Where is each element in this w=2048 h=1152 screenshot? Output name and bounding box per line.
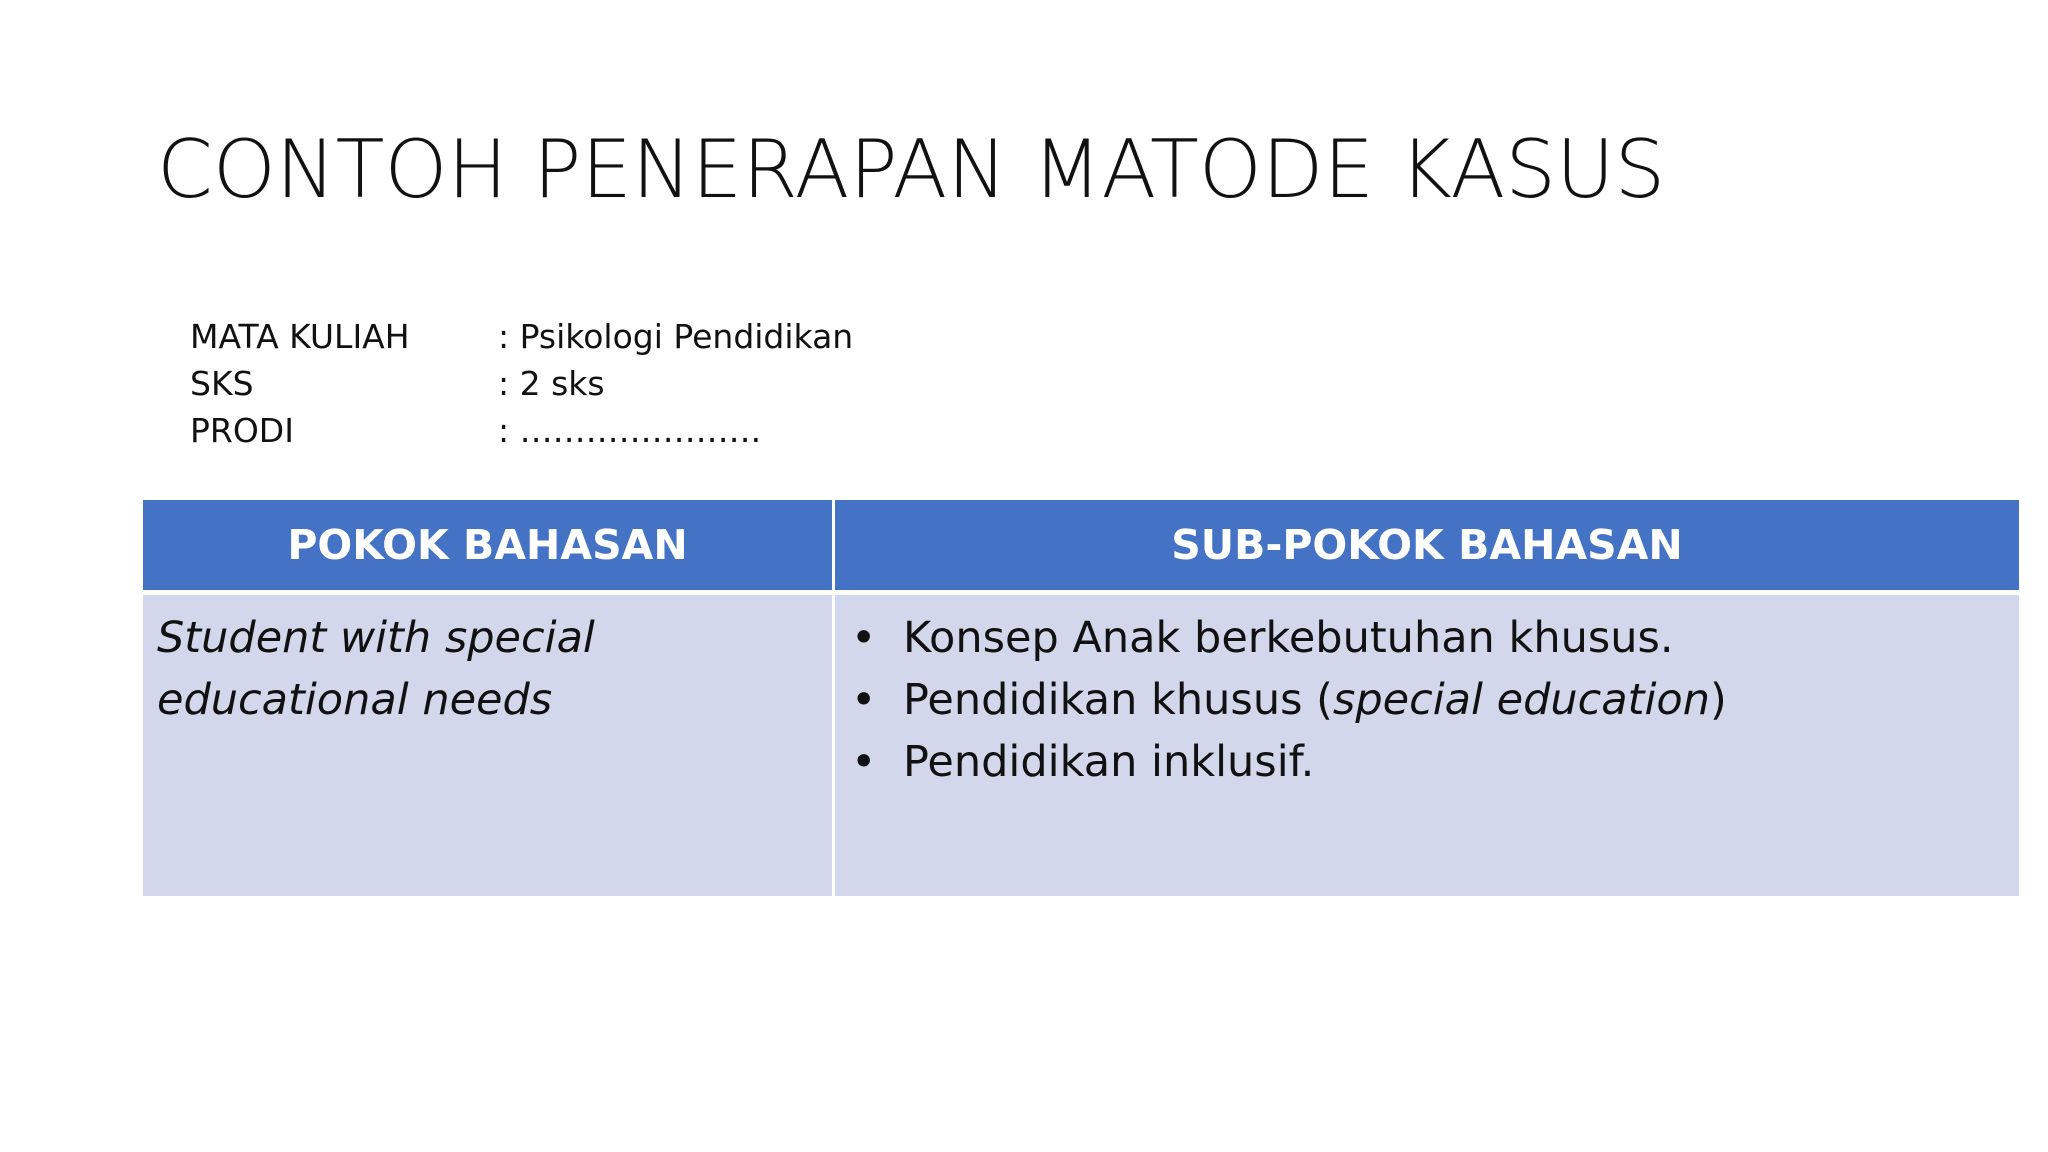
info-value: : ………………….	[498, 411, 762, 450]
subtopic-list	[849, 607, 2005, 793]
subtopic-emphasis: special education	[1332, 675, 1710, 725]
info-label: MATA KULIAH	[190, 317, 410, 356]
info-row-prodi	[190, 407, 853, 454]
list-item	[849, 731, 2005, 793]
topic-line: educational needs	[157, 675, 553, 725]
info-label: SKS	[190, 364, 254, 403]
info-label: PRODI	[190, 411, 294, 450]
list-item	[849, 607, 2005, 669]
subtopic-text	[903, 669, 1727, 731]
cell-sub-pokok-bahasan	[834, 593, 2020, 897]
table-row	[143, 593, 2019, 897]
slide-title: CONTOH PENERAPAN MATODE KASUS	[157, 123, 1666, 216]
course-info	[190, 313, 853, 454]
bullet-icon: •	[851, 613, 877, 663]
cell-pokok-bahasan	[143, 593, 834, 897]
bullet-icon: •	[851, 675, 877, 725]
info-row-mata-kuliah	[190, 313, 853, 360]
subtopic-text: Pendidikan inklusif.	[903, 737, 1315, 787]
info-row-sks	[190, 360, 853, 407]
info-value: : 2 sks	[498, 364, 605, 403]
subtopic-text-before: Pendidikan khusus (	[903, 675, 1333, 725]
info-value: : Psikologi Pendidikan	[498, 317, 854, 356]
subtopic-text: Konsep Anak berkebutuhan khusus.	[903, 613, 1674, 663]
bullet-icon: •	[851, 737, 877, 787]
topic-line: Student with special	[157, 613, 595, 663]
header-pokok-bahasan: POKOK BAHASAN	[143, 500, 834, 593]
topics-table	[143, 500, 2019, 896]
table-header-row	[143, 500, 2019, 593]
header-sub-pokok-bahasan: SUB-POKOK BAHASAN	[834, 500, 2020, 593]
subtopic-text-after: )	[1710, 675, 1727, 725]
list-item	[849, 669, 2005, 731]
